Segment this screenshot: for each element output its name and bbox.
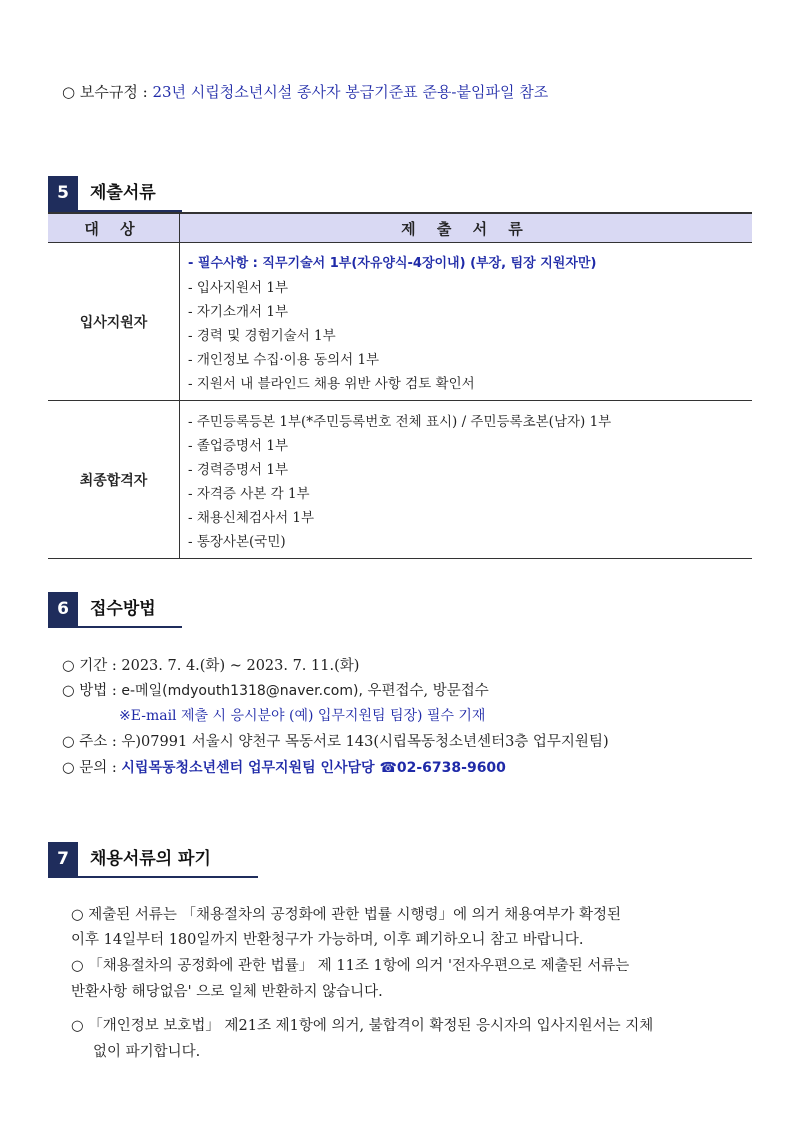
address-line: ○ 주소 : 우)07991 서울시 양천구 목동서로 143(시립목동청소년센터3층 업무지원팀) (62, 734, 609, 750)
email-address: e-메일(mdyouth1318@naver.com), (121, 683, 363, 699)
bullet: ○ (62, 83, 76, 101)
section-title: 제출서류 (90, 183, 156, 203)
pay-rule-line (62, 79, 548, 105)
method-rest: 우편접수, 방문접수 (362, 683, 489, 699)
required-item: - 필수사항 : 직무기술서 1부(자유양식-4장이내) (부장, 팀장 지원자만) (188, 255, 597, 271)
disposal-line: 반환사항 해당없음' 으로 일체 반환하지 않습니다. (71, 984, 383, 1000)
disposal-line: ○ 제출된 서류는 「채용절차의 공정화에 관한 법률 시행령」에 의거 채용여부가 확정된 (71, 907, 621, 923)
disposal-line: 없이 파기합니다. (93, 1044, 201, 1060)
method-line (62, 678, 489, 704)
row-documents (180, 401, 753, 559)
pay-rule-label: 보수규정 : (79, 83, 153, 101)
section-7-heading (48, 842, 258, 876)
table-row (48, 401, 752, 559)
list-item: - 채용신체검사서 1부 (188, 509, 315, 526)
inquiry-label: ○ 문의 : (62, 760, 122, 776)
disposal-line: 이후 14일부터 180일까지 반환청구가 가능하며, 이후 폐기하오니 참고 바랍니다. (71, 932, 584, 948)
inquiry-line (62, 755, 506, 781)
column-header-documents: 제 출 서 류 (180, 213, 753, 243)
disposal-line: ○ 「개인정보 보호법」 제21조 제1항에 의거, 불합격이 확정된 응시자의 입사지원서는 지체 (71, 1018, 654, 1034)
list-item: - 주민등록등본 1부(*주민등록번호 전체 표시) / 주민등록초본(남자) 1부 (188, 413, 612, 430)
list-item: - 경력증명서 1부 (188, 461, 288, 478)
section-5-heading (48, 176, 182, 210)
table-header-row (48, 213, 752, 243)
section-number: 5 (48, 176, 78, 210)
list-item: - 졸업증명서 1부 (188, 437, 288, 454)
email-note: ※E-mail 제출 시 응시분야 (예) 입무지원팀 팀장) 필수 기재 (119, 708, 486, 724)
pay-rule-value: 23년 시립청소년시설 종사자 봉급기준표 준용-붙임파일 참조 (152, 83, 549, 101)
row-documents (180, 243, 753, 401)
disposal-line: ○ 「채용절차의 공정화에 관한 법률」 제 11조 1항에 의거 '전자우편으로 제출된 서류는 (71, 958, 630, 974)
section-6-heading (48, 592, 182, 626)
row-target: 최종합격자 (48, 401, 180, 559)
section-title: 채용서류의 파기 (90, 849, 211, 869)
list-item: - 지원서 내 블라인드 채용 위반 사항 검토 확인서 (188, 375, 475, 392)
list-item: - 개인정보 수집·이용 동의서 1부 (188, 351, 380, 368)
list-item: - 입사지원서 1부 (188, 279, 288, 296)
list-item: - 자기소개서 1부 (188, 303, 288, 320)
row-target: 입사지원자 (48, 243, 180, 401)
period-line: ○ 기간 : 2023. 7. 4.(화) ~ 2023. 7. 11.(화) (62, 658, 360, 674)
section-title: 접수방법 (90, 599, 156, 619)
list-item: - 자격증 사본 각 1부 (188, 485, 310, 502)
column-header-target: 대 상 (48, 213, 180, 243)
list-item: - 통장사본(국민) (188, 533, 286, 550)
method-label: ○ 방법 : (62, 683, 122, 699)
documents-table (48, 212, 752, 559)
section-number: 7 (48, 842, 78, 876)
list-item: - 경력 및 경험기술서 1부 (188, 327, 336, 344)
section-number: 6 (48, 592, 78, 626)
table-row (48, 243, 752, 401)
inquiry-contact: 시립목동청소년센터 업무지원팀 인사담당 ☎02-6738-9600 (121, 760, 506, 776)
